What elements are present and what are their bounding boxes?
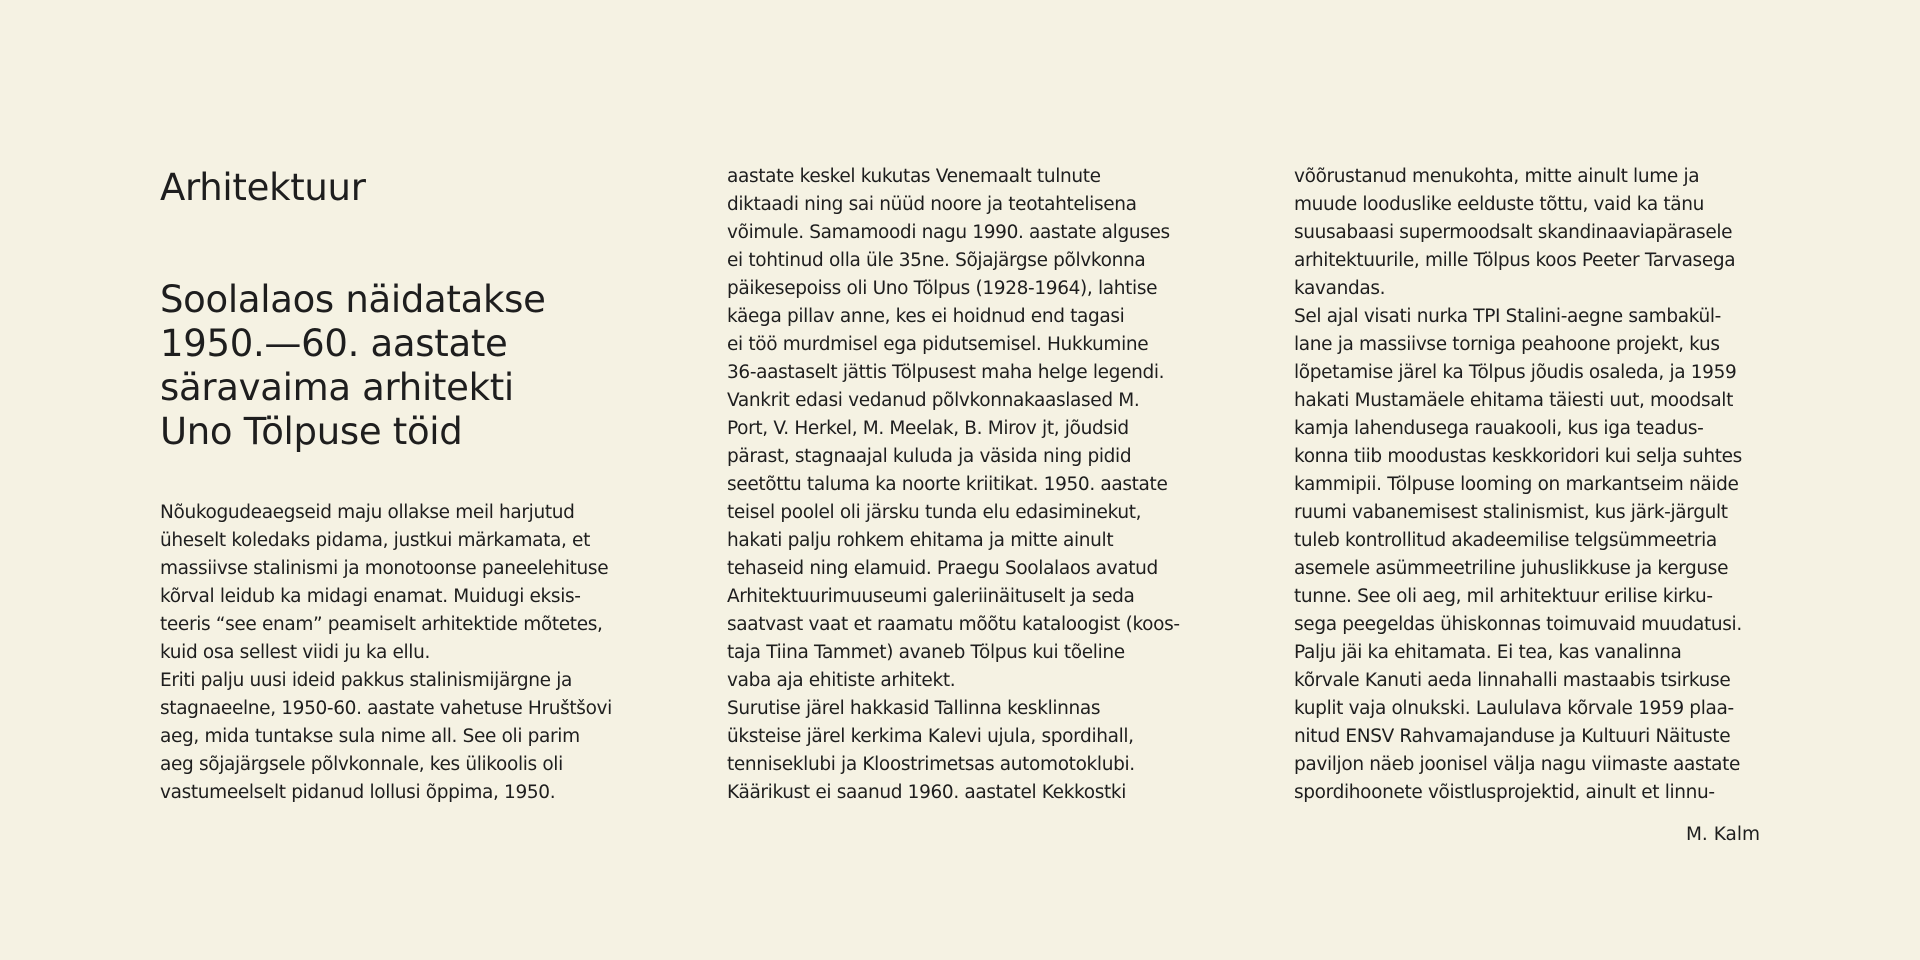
text-line: teeris “see enam” peamiselt arhitektide mõtetes,: [160, 614, 603, 635]
text-line: taja Tiina Tammet) avaneb Tölpus kui tõeline: [727, 642, 1125, 663]
text-line: Käärikust ei saanud 1960. aastatel Kekkostki: [727, 782, 1127, 803]
text-line: tenniseklubi ja Kloostrimetsas automotoklubi.: [727, 754, 1135, 775]
text-line: üheselt koledaks pidama, justkui märkamata, et: [160, 530, 590, 551]
text-line: Sel ajal visati nurka TPI Stalini-aegne sambakül-: [1294, 306, 1721, 327]
article-headline: [160, 278, 546, 454]
text-line: Palju jäi ka ehitamata. Ei tea, kas vanalinna: [1294, 642, 1682, 663]
text-line: teisel poolel oli järsku tunda elu edasiminekut,: [727, 502, 1142, 523]
text-line: konna tiib moodustas keskkoridori kui selja suhtes: [1294, 446, 1742, 467]
text-line: võõrustanud menukohta, mitte ainult lume ja: [1294, 166, 1700, 187]
text-line: aeg, mida tuntakse sula nime all. See oli parim: [160, 726, 580, 747]
headline-line: 1950.—60. aastate: [160, 322, 508, 365]
text-line: 36-aastaselt jättis Tölpusest maha helge legendi.: [727, 362, 1165, 383]
text-line: Vankrit edasi vedanud põlvkonnakaaslased M.: [727, 390, 1140, 411]
text-line: muude looduslike eelduste tõttu, vaid ka tänu: [1294, 194, 1704, 215]
text-line: kavandas.: [1294, 278, 1386, 299]
text-line: pärast, stagnaajal kuluda ja väsida ning pidid: [727, 446, 1132, 467]
text-line: aeg sõjajärgsele põlvkonnale, kes ülikoolis oli: [160, 754, 563, 775]
text-line: tehaseid ning elamuid. Praegu Soolalaos avatud: [727, 558, 1158, 579]
section-title: Arhitektuur: [160, 166, 366, 209]
text-line: käega pillav anne, kes ei hoidnud end tagasi: [727, 306, 1125, 327]
text-line: aastate keskel kukutas Venemaalt tulnute: [727, 166, 1101, 187]
text-column-1: [160, 499, 612, 807]
text-line: sega peegeldas ühiskonnas toimuvaid muudatusi.: [1294, 614, 1742, 635]
text-line: kammipii. Tölpuse looming on markantseim näide: [1294, 474, 1739, 495]
text-line: Surutise järel hakkasid Tallinna kesklinnas: [727, 698, 1101, 719]
text-line: arhitektuurile, mille Tölpus koos Peeter Tarvasega: [1294, 250, 1736, 271]
headline-line: säravaima arhitekti: [160, 366, 514, 409]
text-line: lõpetamise järel ka Tölpus jõudis osaleda, ja 1959: [1294, 362, 1737, 383]
text-line: spordihoonete võistlusprojektid, ainult et linnu-: [1294, 782, 1715, 803]
text-line: ruumi vabanemisest stalinismist, kus järk-järgult: [1294, 502, 1728, 523]
text-line: ei tohtinud olla üle 35ne. Sõjajärgse põlvkonna: [727, 250, 1146, 271]
text-line: seetõttu taluma ka noorte kriitikat. 1950. aastate: [727, 474, 1168, 495]
text-line: asemele asümmeetriline juhuslikkuse ja kerguse: [1294, 558, 1729, 579]
text-line: Arhitektuurimuuseumi galeriinäituselt ja seda: [727, 586, 1135, 607]
text-line: kõrval leidub ka midagi enamat. Muidugi eksis-: [160, 586, 581, 607]
text-line: paviljon näeb joonisel välja nagu viimaste aastate: [1294, 754, 1741, 775]
text-line: ei töö murdmisel ega pidutsemisel. Hukkumine: [727, 334, 1149, 355]
text-line: vaba aja ehitiste arhitekt.: [727, 670, 956, 691]
text-line: suusabaasi supermoodsalt skandinaaviapärasele: [1294, 222, 1733, 243]
text-line: Nõukogudeaegseid maju ollakse meil harjutud: [160, 502, 575, 523]
text-line: Eriti palju uusi ideid pakkus stalinismijärgne ja: [160, 670, 572, 691]
author-signature: M. Kalm: [1685, 824, 1760, 845]
text-line: kõrvale Kanuti aeda linnahalli mastaabis tsirkuse: [1294, 670, 1731, 691]
text-line: kamja lahendusega rauakooli, kus iga teadus-: [1294, 418, 1704, 439]
text-line: hakati Mustamäele ehitama täiesti uut, moodsalt: [1294, 390, 1734, 411]
text-line: diktaadi ning sai nüüd noore ja teotahtelisena: [727, 194, 1137, 215]
text-line: tunne. See oli aeg, mil arhitektuur erilise kirku-: [1294, 586, 1713, 607]
headline-line: Soolalaos näidatakse: [160, 278, 546, 321]
text-line: stagnaeelne, 1950-60. aastate vahetuse Hruštšovi: [160, 698, 612, 719]
text-line: võimule. Samamoodi nagu 1990. aastate alguses: [727, 222, 1170, 243]
text-line: kuplit vaja olnukski. Laululava kõrvale 1959 plaa-: [1294, 698, 1734, 719]
text-line: üksteise järel kerkima Kalevi ujula, spordihall,: [727, 726, 1134, 747]
text-line: nitud ENSV Rahvamajanduse ja Kultuuri Näituste: [1294, 726, 1731, 747]
text-column-3: [1294, 163, 1742, 807]
text-line: päikesepoiss oli Uno Tölpus (1928-1964), lahtise: [727, 278, 1158, 299]
headline-line: Uno Tölpuse töid: [160, 410, 463, 453]
text-line: lane ja massiivse torniga peahoone projekt, kus: [1294, 334, 1720, 355]
text-column-2: [727, 163, 1180, 807]
text-line: saatvast vaat et raamatu mõõtu kataloogist (koos-: [727, 614, 1180, 635]
text-line: massiivse stalinismi ja monotoonse paneelehituse: [160, 558, 609, 579]
text-line: hakati palju rohkem ehitama ja mitte ainult: [727, 530, 1114, 551]
text-line: kuid osa sellest viidi ju ka ellu.: [160, 642, 430, 663]
text-line: tuleb kontrollitud akadeemilise telgsümmeetria: [1294, 530, 1717, 551]
text-line: vastumeelselt pidanud lollusi õppima, 1950.: [160, 782, 556, 803]
text-line: Port, V. Herkel, M. Meelak, B. Mirov jt, jõudsid: [727, 418, 1129, 439]
